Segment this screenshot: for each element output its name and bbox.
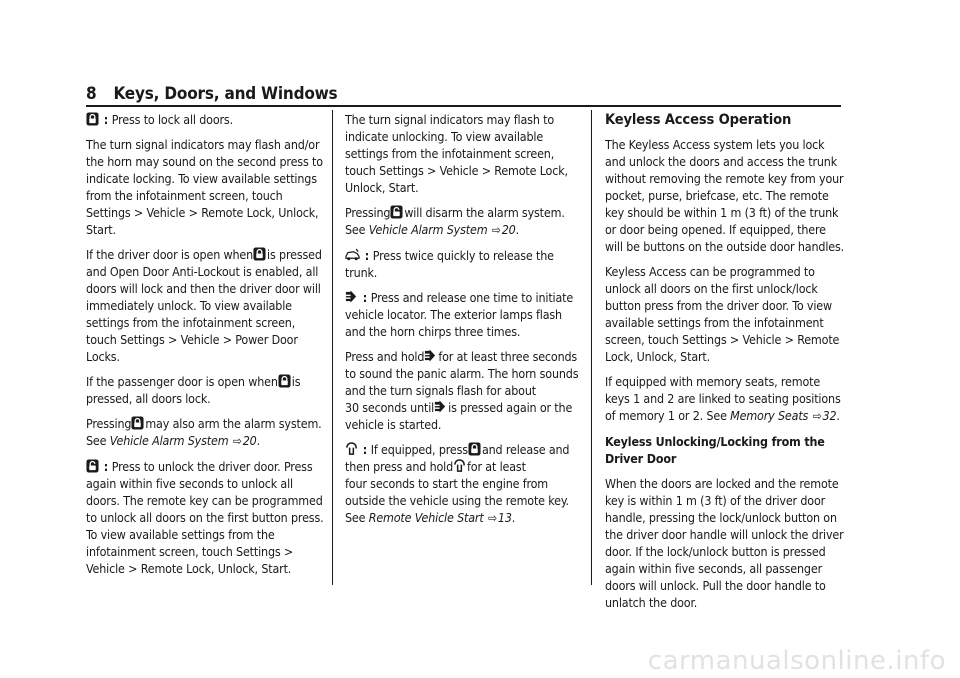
start-text-e: four seconds to start the engine from outside the vehicle using the remote key. — [345, 476, 569, 508]
keyless-paragraph-4: When the doors are locked and the remote key is within 1 m (3 ft) of the driver door handle, pressing the lock/unlock button on the driver door handle will unlock the driver door. If the lock/unlock button is pressed again within five seconds, all passenger doors will unlock. Pull the door handle to unlatch the door. — [605, 476, 844, 610]
remote-start-icon — [345, 442, 358, 456]
locator-intro: Press and release one time to initiate vehicle locator. The exterior lamps flash and the horn chirps three times. — [345, 290, 574, 339]
reference-arrow-icon: ⇨ — [232, 434, 242, 448]
column-2: The turn signal indicators may flash to indicate unlocking. To view available settings from the infotainment screen, touch Settings > Vehicle > Remote Lock, Unlock, Start. Pressing will disarm the alarm system. See Vehicle Alarm System ⇨20. : Press twice quickly to release the trunk. : Press and release one time to initiate vehicle locator. The exterior lamps flash and the horn chirps three times. Press and hold for at least three seconds to sound the panic alarm. The horn sounds and the turn signals flash for about 30 seconds until is pressed again or the vehicle is started. : If equipped, press and release and then press and hold for at least four seconds to start the engine from outside the vehicle using the remote key. See Remote Vehicle Start ⇨13. — [345, 111, 585, 535]
lock-paragraph-4a: Pressing — [86, 416, 132, 431]
reference-page[interactable]: 32 — [822, 408, 837, 423]
keyless-paragraph-3: If equipped with memory seats, remote keys 1 and 2 are linked to seating positions of memory 1 or 2. See — [605, 374, 841, 423]
lock-icon — [86, 112, 99, 126]
link-vehicle-alarm-system[interactable]: Vehicle Alarm System — [109, 433, 229, 448]
see-label: See — [345, 222, 366, 237]
unlock-icon — [86, 459, 99, 473]
lock-icon — [131, 416, 144, 430]
column-3: Keyless Access Operation The Keyless Access system lets you lock and unlock the doors and access the trunk without removing the remote key from your pocket, purse, briefcase, etc. The remote key should be within 1 m (3 ft) of the trunk or door being opened. If equipped, there will be buttons on the outside door handles. Keyless Access can be programmed to unlock all doors on the first unlock/lock button press from the driver door. To view available settings from the infotainment screen, touch Settings > Vehicle > Remote Lock, Unlock, Start. If equipped with memory seats, remote keys 1 and 2 are linked to seating positions of memory 1 or 2. See Memory Seats ⇨32. Keyless Unlocking/Locking from the Driver Door When the doors are locked and the remote key is within 1 m (3 ft) of the driver door handle, pressing the lock/unlock button on the driver door handle will unlock the driver door. If the lock/unlock button is pressed again within five seconds, all passenger doors will unlock. Pull the door handle to unlatch the door. — [605, 111, 845, 610]
keyless-paragraph-2: Keyless Access can be programmed to unlock all doors on the first unlock/lock button press from the driver door. To view available settings from the infotainment screen, touch Settings > Vehicle > Remote Lock, Unlock, Start. — [605, 264, 840, 364]
start-text-d: for at least — [467, 459, 526, 474]
reference-arrow-icon: ⇨ — [812, 409, 822, 423]
lock-icon — [278, 374, 291, 388]
reference-page[interactable]: 13 — [497, 510, 512, 525]
header-rule — [86, 105, 841, 107]
panic-text-b: for at least three seconds to sound the panic alarm. The horn sounds and the turn signals flash for about — [345, 349, 579, 398]
keyless-paragraph-1: The Keyless Access system lets you lock and unlock the doors and access the trunk without removing the remote key from your pocket, purse, briefcase, etc. The remote key should be within 1 m (3 ft) of the trunk or door being opened. If equipped, there will be buttons on the outside door handles. — [605, 137, 845, 254]
chapter-title: Keys, Doors, and Windows — [113, 84, 338, 104]
lock-paragraph-2a: If the driver door is open when — [86, 247, 254, 262]
lock-icon — [253, 247, 266, 261]
subheading-line-2: Driver Door — [605, 451, 677, 466]
lock-paragraph-3b: is pressed, all doors lock. — [86, 374, 301, 406]
page-header — [86, 84, 337, 104]
lock-icon — [468, 442, 481, 456]
reference-arrow-icon: ⇨ — [491, 223, 501, 237]
column-divider-1 — [332, 110, 333, 585]
unlock-paragraph-1: The turn signal indicators may flash to indicate unlocking. To view available settings from the infotainment screen, touch Settings > Vehicle > Remote Lock, Unlock, Start. — [345, 112, 568, 195]
watermark: carmanualsonline.info — [647, 646, 946, 676]
column-1: : Press to lock all doors. The turn signal indicators may flash and/or the horn may sound on the second press to indicate locking. To view available settings from the infotainment screen, touch Settings > Vehicle > Remote Lock, Unlock, Start. If the driver door is open when is pressed and Open Door Anti-Lockout is enabled, all doors will lock and then the driver door will immediately unlock. To view available settings from the infotainment screen, touch Settings > Vehicle > Power Door Locks. If the passenger door is open when is pressed, all doors lock. Pressing may also arm the alarm system. See Vehicle Alarm System ⇨20. : Press to unlock the driver door. Press again within five seconds to unlock all doors. The remote key can be programmed to unlock all doors on the first button press. To view available settings from the infotainment screen, touch Settings > Vehicle > Remote Lock, Unlock, Start. — [86, 111, 326, 585]
page-number: 8 — [86, 84, 97, 104]
lock-paragraph-3a: If the passenger door is open when — [86, 374, 278, 389]
link-vehicle-alarm-system[interactable]: Vehicle Alarm System — [368, 222, 488, 237]
panic-text-a: Press and hold — [345, 349, 425, 364]
column-divider-2 — [591, 110, 592, 585]
lock-paragraph-1: The turn signal indicators may flash and/or the horn may sound on the second press to indicate locking. To view available settings from the infotainment screen, touch Settings > Vehicle > Remote Lock, Unlock, Start. — [86, 137, 323, 237]
start-text-a: If equipped, press — [370, 442, 468, 457]
remote-start-icon — [453, 459, 466, 473]
unlock-paragraph-2a: Pressing — [345, 205, 391, 220]
subheading — [605, 433, 845, 467]
link-remote-vehicle-start[interactable]: Remote Vehicle Start — [368, 510, 484, 525]
unlock-intro: Press to unlock the driver door. Press again within five seconds to unlock all doors. The remote key can be programmed to unlock all doors on the first button press. To view available settings from the infotainment screen, touch Settings > Vehicle > Remote Lock, Unlock, Start. — [86, 459, 324, 576]
unlock-icon — [390, 205, 403, 219]
link-memory-seats[interactable]: Memory Seats — [730, 408, 809, 423]
lock-paragraph-2b: is pressed and Open Door Anti-Lockout is enabled, all doors will lock and then the driver door will immediately unlock. To view available settings from the infotainment screen, touch Settings > Vehicle > Power Door Locks. — [86, 247, 322, 364]
lock-paragraph-4b: may also arm the alarm system. — [145, 416, 322, 431]
reference-page[interactable]: 20 — [501, 222, 516, 237]
start-text-c: then press and hold — [345, 459, 454, 474]
panic-text-d: is pressed again or the vehicle is started. — [345, 400, 573, 432]
unlock-paragraph-2b: will disarm the alarm system. — [404, 205, 565, 220]
vehicle-locator-icon — [345, 290, 358, 304]
section-heading: Keyless Access Operation — [605, 111, 792, 128]
subheading-line-1: Keyless Unlocking/Locking from the — [605, 434, 825, 449]
trunk-intro: Press twice quickly to release the trunk. — [345, 248, 554, 280]
panic-text-c: 30 seconds until — [345, 400, 435, 415]
start-text-b: and release and — [481, 442, 570, 457]
lock-intro: Press to lock all doors. — [111, 112, 233, 127]
vehicle-locator-icon — [424, 349, 437, 363]
see-label: See — [86, 433, 107, 448]
reference-page[interactable]: 20 — [242, 433, 257, 448]
trunk-icon — [345, 248, 360, 262]
see-label: See — [345, 510, 366, 525]
reference-arrow-icon: ⇨ — [487, 511, 497, 525]
vehicle-locator-icon — [434, 400, 447, 414]
footer — [0, 640, 960, 678]
